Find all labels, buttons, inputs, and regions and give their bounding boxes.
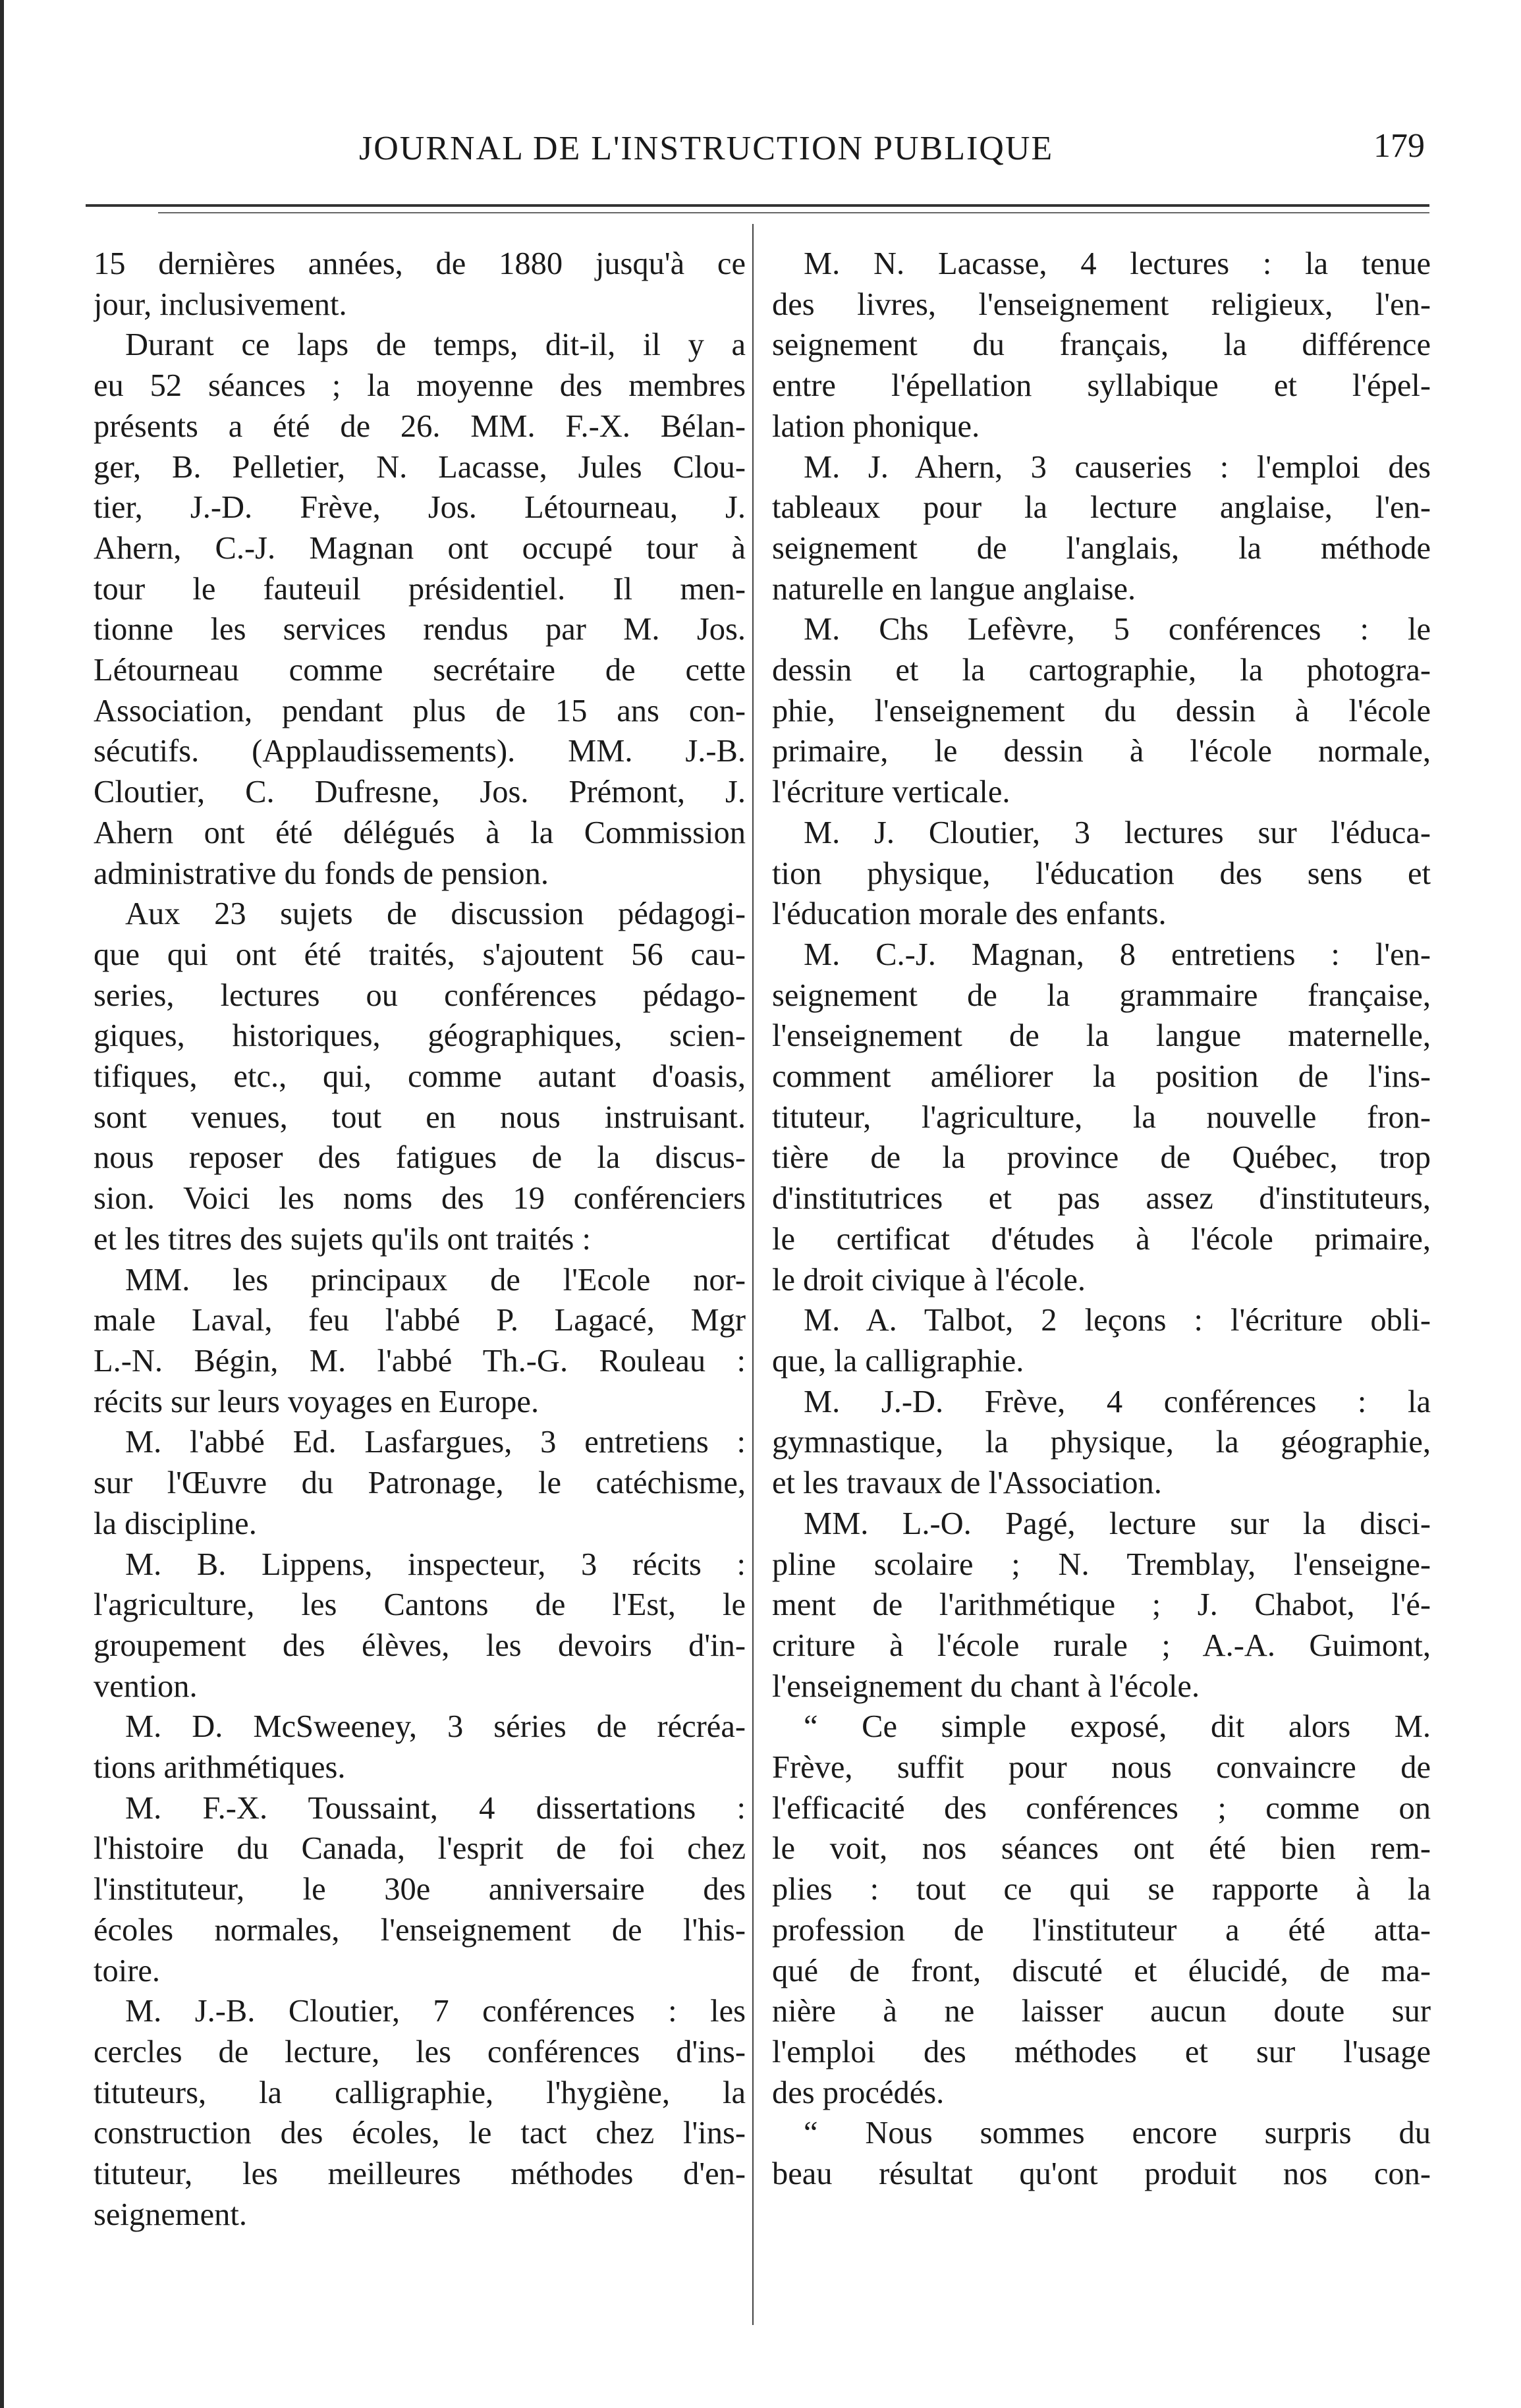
paragraph (94, 894, 746, 1259)
text-line: vention. (94, 1668, 198, 1704)
text-line: des livres, l'enseignement religieux, l'en- (772, 287, 1431, 322)
text-line: ger, B. Pelletier, N. Lacasse, Jules Clou- (94, 449, 746, 485)
text-line: d'institutrices et pas assez d'instituteurs, (772, 1181, 1431, 1217)
paragraph (772, 1300, 1431, 1381)
text-line: pline scolaire ; N. Tremblay, l'enseigne- (772, 1546, 1431, 1582)
text-line: l'instituteur, le 30e anniversaire des (94, 1872, 746, 1907)
text-line: Ahern, C.-J. Magnan ont occupé tour à (94, 530, 746, 566)
text-line: M. A. Talbot, 2 leçons : l'écriture obli- (804, 1303, 1431, 1338)
text-line: naturelle en langue anglaise. (772, 571, 1136, 607)
text-line: sont venues, tout en nous instruisant. (94, 1099, 746, 1135)
text-line: primaire, le dessin à l'école normale, (772, 734, 1431, 769)
text-line: M. l'abbé Ed. Lasfargues, 3 entretiens : (125, 1425, 746, 1460)
text-line: que qui ont été traités, s'ajoutent 56 cau- (94, 937, 746, 972)
text-line: sécutifs. (Applaudissements). MM. J.-B. (94, 734, 746, 769)
paragraph (772, 244, 1431, 447)
text-line: profession de l'instituteur a été atta- (772, 1912, 1431, 1948)
text-line: seignement de la grammaire française, (772, 977, 1431, 1013)
text-line: que, la calligraphie. (772, 1343, 1024, 1379)
text-line: l'enseignement de la langue maternelle, (772, 1018, 1431, 1054)
header-rule-thin (158, 212, 1429, 213)
text-line: seignement de l'anglais, la méthode (772, 530, 1431, 566)
text-line: tière de la province de Québec, trop (772, 1140, 1431, 1176)
text-line: tions arithmétiques. (94, 1750, 346, 1786)
text-line: phie, l'enseignement du dessin à l'école (772, 693, 1431, 728)
paragraph (772, 2113, 1431, 2194)
paragraph (772, 1382, 1431, 1504)
text-line: nous reposer des fatigues de la discus- (94, 1140, 746, 1176)
text-line: Aux 23 sujets de discussion pédagogi- (125, 896, 746, 932)
text-line: plies : tout ce qui se rapporte à la (772, 1872, 1431, 1907)
text-line: Durant ce laps de temps, dit-il, il y a (125, 327, 746, 363)
text-line: M. F.-X. Toussaint, 4 dissertations : (125, 1790, 746, 1826)
text-line: seignement du français, la différence (772, 327, 1431, 363)
text-line: écoles normales, l'enseignement de l'his- (94, 1912, 746, 1948)
text-line: seignement. (94, 2197, 248, 2232)
text-line: M. J.-B. Cloutier, 7 conférences : les (125, 1994, 746, 2029)
text-line: M. J.-D. Frève, 4 conférences : la (804, 1384, 1431, 1419)
text-line: eu 52 séances ; la moyenne des membres (94, 368, 746, 404)
right-column (772, 244, 1431, 2195)
text-line: M. J. Ahern, 3 causeries : l'emploi des (804, 449, 1431, 485)
paragraph (772, 813, 1431, 935)
text-line: MM. L.-O. Pagé, lecture sur la disci- (804, 1506, 1431, 1541)
text-line: 15 dernières années, de 1880 jusqu'à ce (94, 246, 746, 281)
text-line: M. J. Cloutier, 3 lectures sur l'éduca- (804, 815, 1431, 850)
running-head: JOURNAL DE L'INSTRUCTION PUBLIQUE (359, 130, 1054, 167)
text-line: giques, historiques, géographiques, scien- (94, 1018, 746, 1054)
text-line: le certificat d'études à l'école primaire, (772, 1221, 1431, 1257)
text-line: Létourneau comme secrétaire de cette (94, 653, 746, 688)
text-line: sion. Voici les noms des 19 conférenciers (94, 1181, 746, 1217)
text-line: L.-N. Bégin, M. l'abbé Th.-G. Rouleau : (94, 1343, 746, 1379)
text-line: M. N. Lacasse, 4 lectures : la tenue (804, 246, 1431, 281)
text-line: M. B. Lippens, inspecteur, 3 récits : (125, 1546, 746, 1582)
text-line: dessin et la cartographie, la photogra- (772, 653, 1431, 688)
paragraph (94, 1788, 746, 1992)
text-line: sur l'Œuvre du Patronage, le catéchisme, (94, 1465, 746, 1501)
text-line: qué de front, discuté et élucidé, de ma- (772, 1953, 1431, 1988)
text-line: “ Ce simple exposé, dit alors M. (804, 1709, 1431, 1745)
left-column (94, 244, 746, 2235)
text-line: tituteurs, la calligraphie, l'hygiène, la (94, 2075, 746, 2110)
text-line: tituteur, les meilleures méthodes d'en- (94, 2156, 746, 2192)
text-line: jour, inclusivement. (94, 287, 347, 322)
header-rule (86, 204, 1429, 207)
text-line: beau résultat qu'ont produit nos con- (772, 2156, 1431, 2192)
text-line: entre l'épellation syllabique et l'épel- (772, 368, 1431, 404)
text-line: comment améliorer la position de l'ins- (772, 1059, 1431, 1095)
text-line: tion physique, l'éducation des sens et (772, 856, 1431, 891)
paragraph (94, 1991, 746, 2235)
text-line: groupement des élèves, les devoirs d'in- (94, 1628, 746, 1663)
paragraph (94, 1260, 746, 1423)
text-line: l'écriture verticale. (772, 775, 1010, 810)
text-line: MM. les principaux de l'Ecole nor- (125, 1262, 746, 1298)
text-line: le droit civique à l'école. (772, 1262, 1086, 1298)
paragraph (94, 1707, 746, 1788)
text-line: male Laval, feu l'abbé P. Lagacé, Mgr (94, 1303, 746, 1338)
text-line: Cloutier, C. Dufresne, Jos. Prémont, J. (94, 775, 746, 810)
text-line: tableaux pour la lecture anglaise, l'en- (772, 490, 1431, 526)
text-line: criture à l'école rurale ; A.-A. Guimont, (772, 1628, 1431, 1663)
paragraph (772, 609, 1431, 813)
column-divider (752, 224, 754, 2325)
text-line: tifiques, etc., qui, comme autant d'oasis, (94, 1059, 746, 1095)
text-line: la discipline. (94, 1506, 257, 1541)
text-line: Frève, suffit pour nous convaincre de (772, 1750, 1431, 1786)
text-line: series, lectures ou conférences pédago- (94, 977, 746, 1013)
text-line: tituteur, l'agriculture, la nouvelle fron- (772, 1099, 1431, 1135)
text-line: Association, pendant plus de 15 ans con- (94, 693, 746, 728)
text-line: et les titres des sujets qu'ils ont traités : (94, 1221, 591, 1257)
paragraph (772, 935, 1431, 1300)
text-line: construction des écoles, le tact chez l'ins- (94, 2116, 746, 2151)
text-line: ment de l'arithmétique ; J. Chabot, l'é- (772, 1587, 1431, 1623)
page-number: 179 (1373, 127, 1425, 165)
page-edge-shadow (0, 0, 4, 2408)
text-line: tier, J.-D. Frève, Jos. Létourneau, J. (94, 490, 746, 526)
text-line: lation phonique. (772, 408, 980, 444)
text-line: Ahern ont été délégués à la Commission (94, 815, 746, 850)
paragraph (94, 1422, 746, 1544)
text-line: M. C.-J. Magnan, 8 entretiens : l'en- (804, 937, 1431, 972)
paragraph (772, 1504, 1431, 1707)
paragraph (94, 244, 746, 325)
paragraph (94, 1545, 746, 1707)
text-line: administrative du fonds de pension. (94, 856, 549, 891)
text-line: présents a été de 26. MM. F.-X. Bélan- (94, 408, 746, 444)
text-line: récits sur leurs voyages en Europe. (94, 1384, 539, 1419)
text-line: cercles de lecture, les conférences d'ins- (94, 2034, 746, 2069)
text-line: tionne les services rendus par M. Jos. (94, 612, 746, 647)
text-line: M. Chs Lefèvre, 5 conférences : le (804, 612, 1431, 647)
text-line: l'éducation morale des enfants. (772, 896, 1167, 932)
text-line: l'agriculture, les Cantons de l'Est, le (94, 1587, 746, 1623)
text-line: tour le fauteuil présidentiel. Il men- (94, 571, 746, 607)
text-line: l'efficacité des conférences ; comme on (772, 1790, 1431, 1826)
text-line: gymnastique, la physique, la géographie, (772, 1425, 1431, 1460)
text-line: nière à ne laisser aucun doute sur (772, 1994, 1431, 2029)
text-line: des procédés. (772, 2075, 945, 2110)
text-line: et les travaux de l'Association. (772, 1465, 1162, 1501)
text-line: l'histoire du Canada, l'esprit de foi chez (94, 1831, 746, 1867)
paragraph (772, 447, 1431, 610)
paragraph (772, 1707, 1431, 2113)
text-line: l'enseignement du chant à l'école. (772, 1668, 1200, 1704)
text-line: toire. (94, 1953, 161, 1988)
text-line: le voit, nos séances ont été bien rem- (772, 1831, 1431, 1867)
paragraph (94, 325, 746, 894)
text-line: “ Nous sommes encore surpris du (804, 2116, 1431, 2151)
text-line: M. D. McSweeney, 3 séries de récréa- (125, 1709, 746, 1745)
text-line: l'emploi des méthodes et sur l'usage (772, 2034, 1431, 2069)
